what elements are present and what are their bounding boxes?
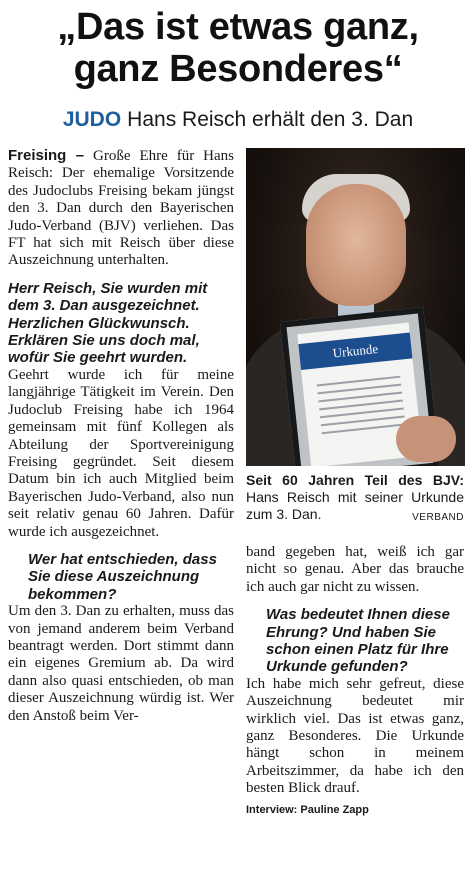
answer-2: Um den 3. Dan zu erhalten, muss das von jemand anderem beim Verband beantragt werden. Dort stimmt dann ein eigenes Gremium ab. Da wird dann also quasi entschieden, ob man dieser Auszeichnung würdig ist. Wer den Anstoß beim Ver- [8,603,234,724]
photo-caption [246,472,464,526]
interview-credit: Interview: Pauline Zapp [246,803,369,816]
section-kicker: JUDO [62,108,122,131]
answer-1: Geehrt wurde ich für meine langjährige Tätigkeit im Verein. Den Judoclub Freising habe ich 1964 gemeinsam mit fünf Kollegen als Abteilung der Sportvereinigung Freising gegründet. Seit diesem Datum bin ich auch Mitglied beim Bayerischen Judo-Verband, also nun seit relativ genau 60 Jahren. Dafür wurde ich ausgezeichnet. [8,366,234,540]
dateline: Freising – [8,147,85,164]
headline-line-2: ganz Besonderes“ [73,48,403,90]
subheadline-text: Hans Reisch erhält den 3. Dan [127,108,414,131]
right-column [246,544,464,819]
question-1: Herr Reisch, Sie wurden mit dem 3. Dan ausgezeichnet. Herzlichen Glückwunsch. Erklären Sie uns doch mal, wofür Sie geehrt wurden. [8,279,208,367]
intro-paragraph [8,147,234,270]
question-2: Wer hat entschieden, dass Sie diese Auszeichnung bekommen? [28,550,217,603]
answer-3: Ich habe mich sehr gefreut, diese Auszeichnung bedeutet mir wirklich viel. Das ist etwas ganz, ganz Besonderes. Die Urkunde hängt schon in meinem Arbeitszimmer, da habe ich den besten Blick drauf. [246,675,464,797]
photo-hand [396,416,456,462]
answer-2-continued: band gegeben hat, weiß ich gar nicht so genau. Aber das brauche ich auch gar nicht zu wissen. [246,544,464,595]
certificate-title: Urkunde [298,332,412,370]
portrait-photo [246,148,465,466]
photo-face [306,184,406,306]
caption-text: Hans Reisch mit seiner Urkunde zum 3. Dan. [246,489,464,522]
intro-text: Große Ehre für Hans Reisch: Der ehemalige Vorsitzende des Judoclubs Freising bekam jüngst den 3. Dan durch den Bayerischen Judo-Verband (BJV) verliehen. Das FT hat sich mit Reisch über diese Auszeichnung unterhalten. [8,148,234,269]
certificate-text-lines [316,370,406,440]
left-column [8,147,234,725]
caption-lead: Seit 60 Jahren Teil des BJV: [246,472,464,488]
photo-credit: VERBAND [412,512,464,523]
headline-line-1: „Das ist etwas ganz, [57,6,419,48]
question-3: Was bedeutet Ihnen diese Ehrung? Und haben Sie schon einen Platz für Ihre Urkunde gefunden? [266,606,450,676]
headline [0,6,476,90]
subheadline [0,108,476,132]
